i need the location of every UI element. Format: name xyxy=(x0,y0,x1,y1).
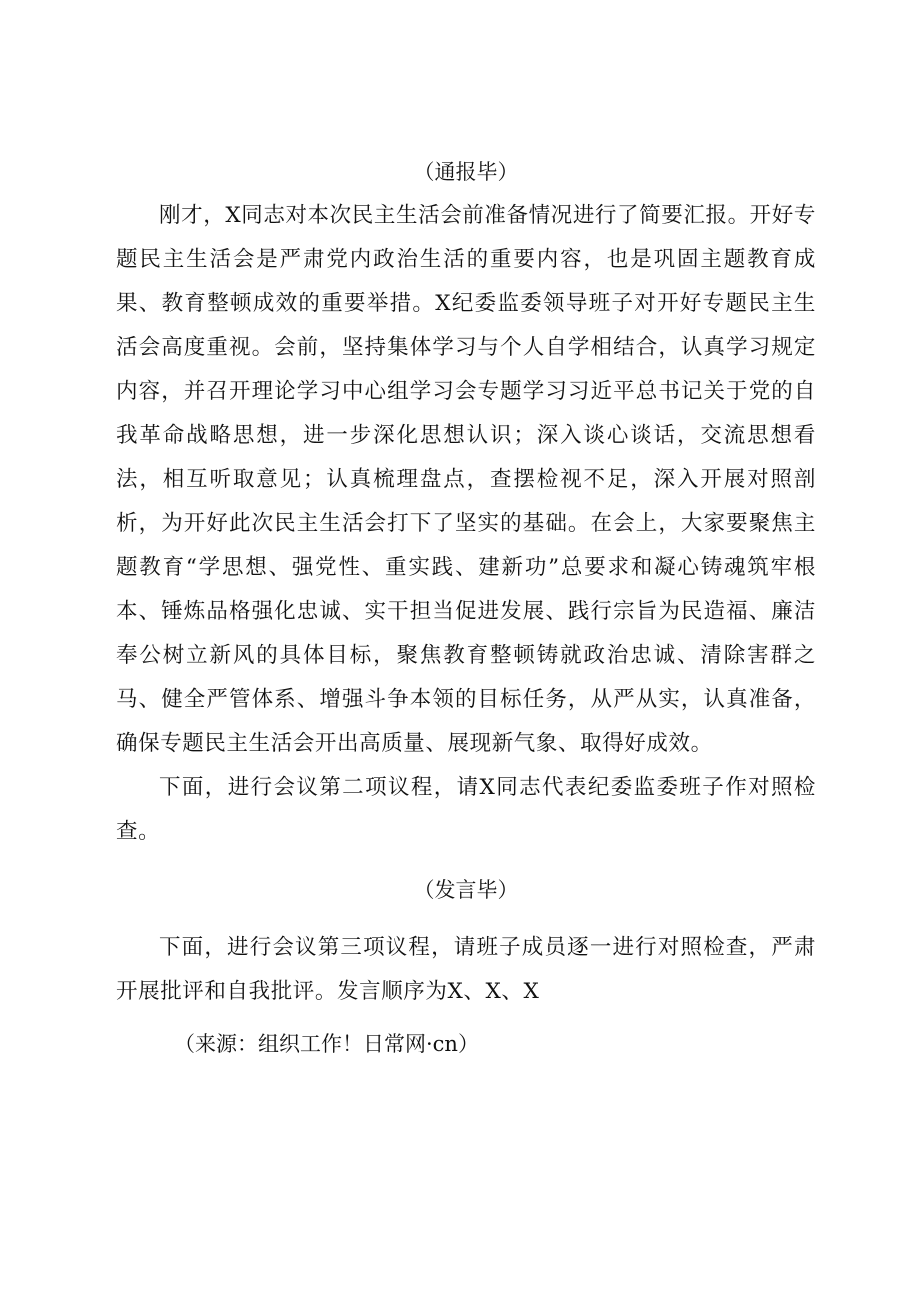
source-note: （来源：组织工作！日常网·cn） xyxy=(174,1032,479,1056)
report-end-marker: （通报毕） xyxy=(413,160,519,184)
document-body xyxy=(116,150,816,1066)
paragraph-second-agenda: 下面，进行会议第二项议程，请X同志代表纪委监委班子作对照检查。 xyxy=(116,775,816,844)
speech-end-marker: （发言毕） xyxy=(413,878,519,902)
paragraph-third-agenda: 下面，进行会议第三项议程，请班子成员逐一进行对照检查，严肃开展批评和自我批评。发言顺序为X、X、X xyxy=(116,935,816,1004)
paragraph-preparation-summary: 刚才，X同志对本次民主生活会前准备情况进行了简要汇报。开好专题民主生活会是严肃党内政治生活的重要内容，也是巩固主题教育成果、教育整顿成效的重要举措。X纪委监委领导班子对开好专题民主生活会高度重视。会前，坚持集体学习与个人自学相结合，认真学习规定内容，并召开理论学习中心组学习会专题学习习近平总书记关于党的自我革命战略思想，进一步深化思想认识；深入谈心谈话，交流思想看法，相互听取意见；认真梳理盘点，查摆检视不足，深入开展对照剖析，为开好此次民主生活会打下了坚实的基础。在会上，大家要聚焦主题教育“学思想、强党性、重实践、建新功”总要求和凝心铸魂筑牢根本、锤炼品格强化忠诚、实干担当促进发展、践行宗旨为民造福、廉洁奉公树立新风的具体目标，聚焦教育整顿铸就政治忠诚、清除害群之马、健全严管体系、增强斗争本领的目标任务，从严从实，认真准备，确保专题民主生活会开出高质量、展现新气象、取得好成效。 xyxy=(116,203,816,756)
